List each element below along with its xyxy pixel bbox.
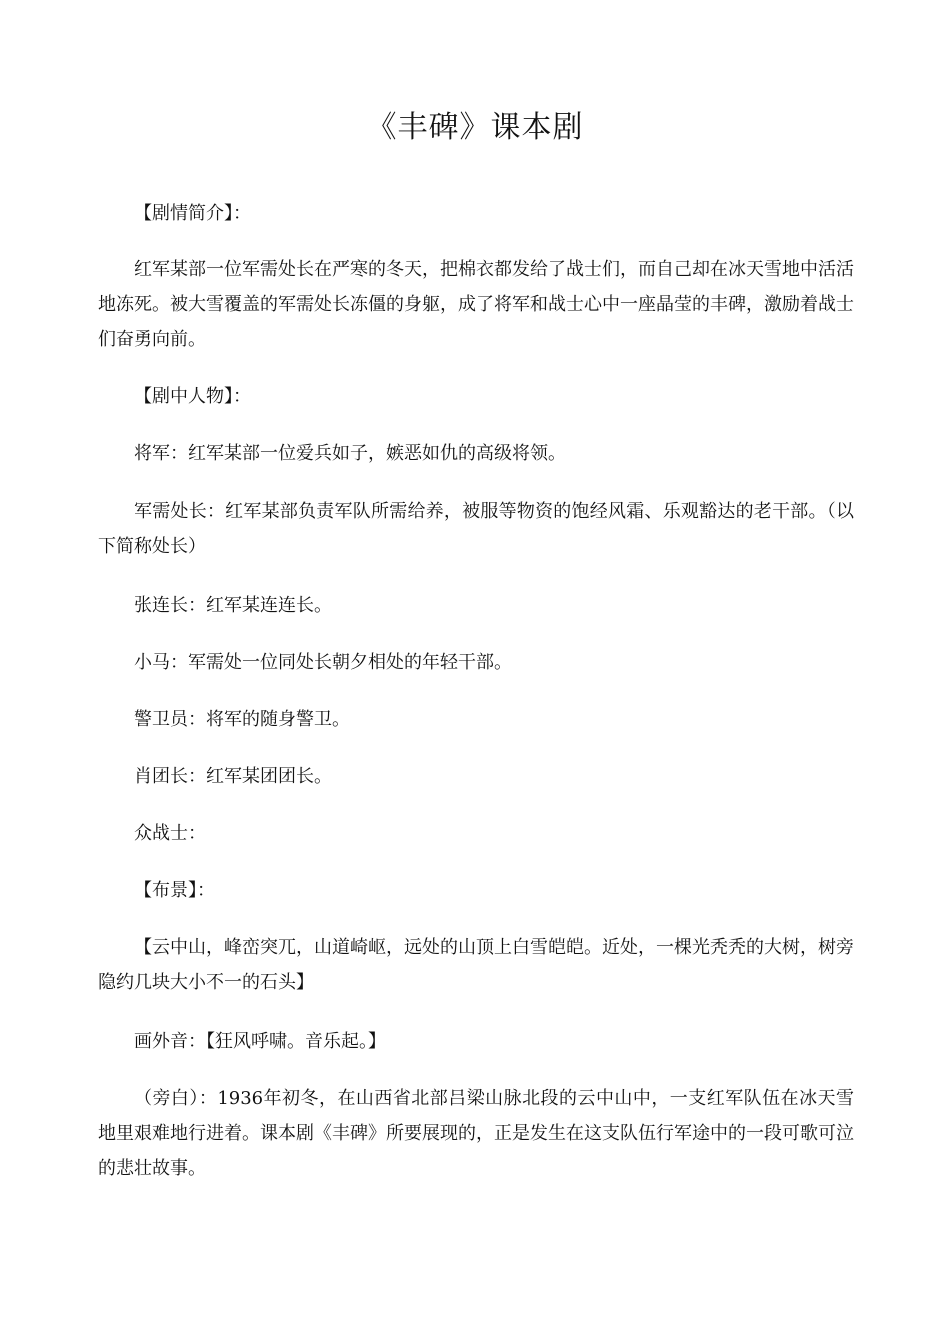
scene-description: 【云中山，峰峦突兀，山道崎岖，远处的山顶上白雪皑皑。近处，一棵光秃秃的大树，树旁隐约几块大小不一的石头】 bbox=[98, 937, 854, 993]
narration-paragraph: （旁白）：1936年初冬，在山西省北部吕梁山脉北段的云中山中，一支红军队伍在冰天雪地里艰难地行进着。课本剧《丰碑》所要展现的，正是发生在这支队伍行军途中的一段可歌可泣的悲壮故事。 bbox=[98, 1088, 854, 1179]
character-commander-xiao: 肖团长：红军某团团长。 bbox=[134, 766, 332, 787]
section-heading-synopsis: 【剧情简介】： bbox=[134, 203, 251, 224]
synopsis-paragraph: 红军某部一位军需处长在严寒的冬天，把棉衣都发给了战士们，而自己却在冰天雪地中活活地冻死。被大雪覆盖的军需处长冻僵的身躯，成了将军和战士心中一座晶莹的丰碑，激励着战士们奋勇向前。 bbox=[98, 259, 854, 350]
character-captain-zhang: 张连长：红军某连连长。 bbox=[134, 595, 332, 616]
section-heading-characters: 【剧中人物】： bbox=[134, 386, 251, 407]
offstage-voice: 画外音：【狂风呼啸。音乐起。】 bbox=[134, 1031, 386, 1052]
character-guard: 警卫员：将军的随身警卫。 bbox=[134, 709, 350, 730]
character-xiaoma: 小马：军需处一位同处长朝夕相处的年轻干部。 bbox=[134, 652, 512, 673]
character-quartermaster: 军需处长：红军某部负责军队所需给养，被服等物资的饱经风霜、乐观豁达的老干部。（以下简称处长） bbox=[98, 501, 854, 557]
section-heading-scene: 【布景】： bbox=[134, 880, 215, 901]
character-general: 将军：红军某部一位爱兵如子，嫉恶如仇的高级将领。 bbox=[134, 443, 566, 464]
document-title: 《丰碑》课本剧 bbox=[366, 110, 584, 145]
character-soldiers: 众战士： bbox=[134, 823, 206, 844]
